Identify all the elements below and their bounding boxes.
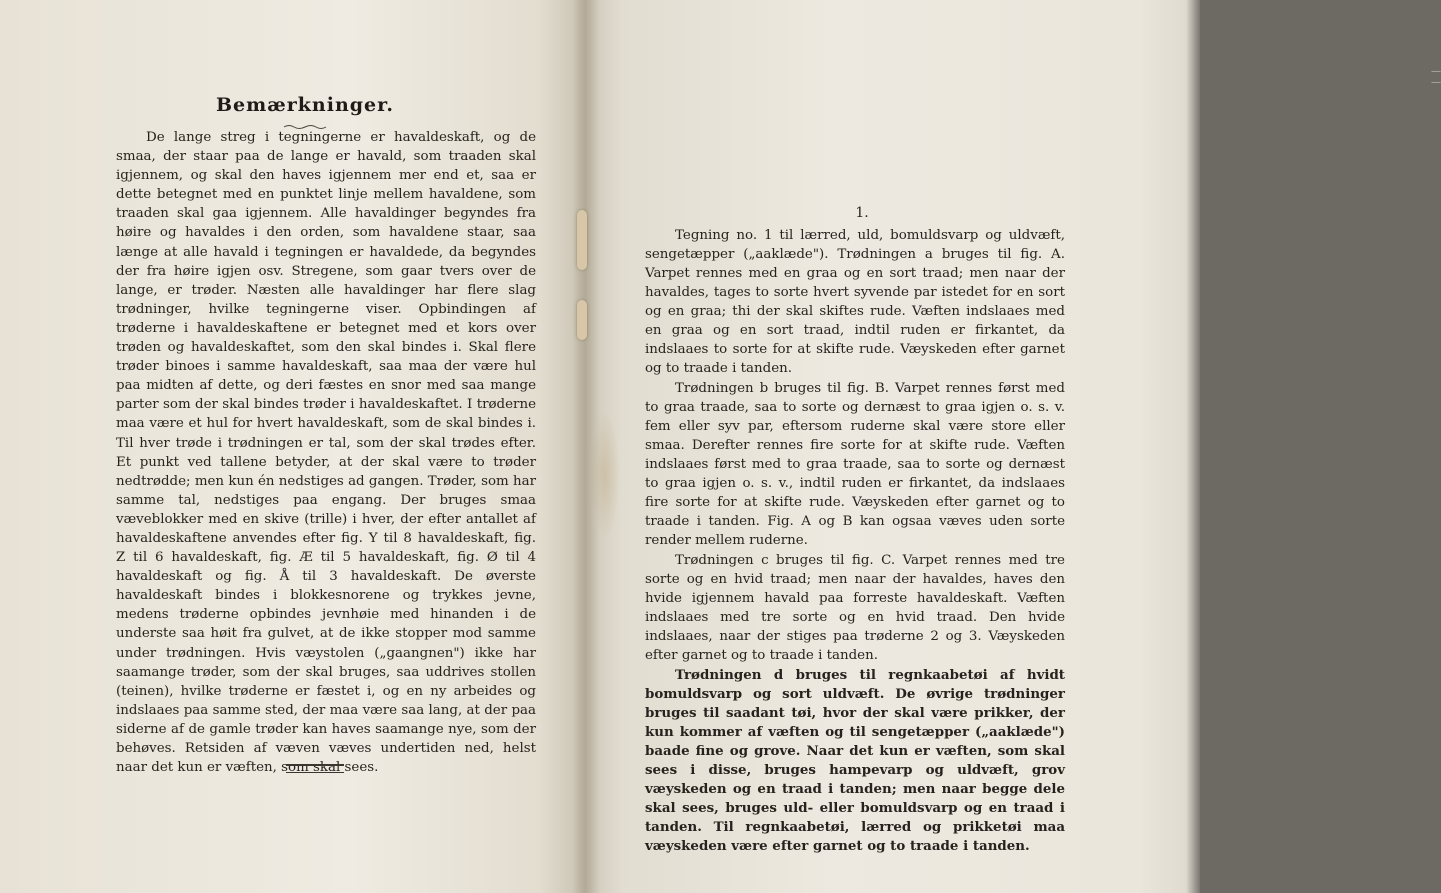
paragraph-treadling-b: Trødningen b bruges til fig. B. Varpet rennes først med to graa traade, saa to sorte og dernæst to graa igjen o. s. v. fem eller syv par, eftersom ruderne skal være store eller smaa. Derefter rennes fire sorte for at skifte rude. Væften indslaaes først med to graa traade, saa to sorte og dernæst to graa igjen o. s. v., indtil ruden er firkantet, da indslaaes fire sorte for at skifte rude. Væyskeden efter garnet og to traade i tanden. Fig. A og B kan ogsaa væves uden sorte render mellem ruderne. [645, 381, 1065, 548]
paragraph-treadling-c: Trødningen c bruges til fig. C. Varpet rennes med tre sorte og en hvid traad; men naar der havaldes, haves den hvide igjennem havald paa forreste havaldeskaft. Væften indslaaes med tre sorte og en hvid traad. Den hvide indslaaes, naar der stiges paa trøderne 2 og 3. Væyskeden efter garnet og to traade i tanden. [645, 553, 1065, 663]
paragraph-remarks: De lange streg i tegningerne er havaldeskaft, og de smaa, der staar paa de lange er havald, som traaden skal igjennem, og skal den haves igjennem mer end et, saa er dette betegnet med en punktet linje mellem havaldene, som traaden skal gaa igjennem. Alle havaldinger begyndes fra høire og havaldes i den orden, som havaldene staar, saa længe at alle havald i tegningen er havaldede, da begyndes der fra høire igjen osv. Stregene, som gaar tvers over de lange, er trøder. Næsten alle havaldinger har flere slag trødninger, hvilke tegningerne viser. Opbindingen af trøderne i havaldeskaftene er betegnet med et kors over trøden og havaldeskaftet, som den skal bindes i. Skal flere trøder binoes i samme havaldeskaft, saa maa der være hul paa midten af dette, og deri fæstes en snor med saa mange parter som der skal bindes trøder i havaldeskaftet. I trøderne maa være et hul for hvert havaldeskaft, som de skal bindes i. Til hver trøde i trødningen er tal, som der skal trødes efter. Et punkt ved tallene betyder, at der skal være to trøder nedtrødde; men kun én nedstiges ad gangen. Trøder, som har samme tal, nedstiges paa engang. Der bruges smaa væveblokker med en skive (trille) i hver, der efter antallet af havaldeskaftene anvendes efter fig. Y til 8 havaldeskaft, fig. Z til 6 havaldeskaft, fig. Æ til 5 havaldeskaft, fig. Ø til 4 havaldeskaft og fig. Å til 3 havaldeskaft. De øverste havaldeskaft bindes i blokkesnorene og trykkes jevne, medens trøderne opbindes jevnhøie med hinanden i de underste saa høit fra gulvet, at de ikke stopper mod samme under trødningen. Hvis væystolen („gaangnen") ikke har saamange trøder, som der skal bruges, saa uddrives stollen (teinen), hvilke trøderne er fæstet i, og en ny arbeides og indslaaes paa samme sted, der maa være saa lang, at der paa siderne af de gamle trøder kan haves saamange nye, som der behøves. Retsiden af væven væves undertiden ned, helst naar det kun er væften, som skal sees. [116, 130, 536, 776]
bleed-through-mark: — — [1431, 66, 1441, 88]
section-number: 1. [855, 205, 869, 221]
right-page [586, 0, 1441, 893]
right-page-body [645, 226, 1065, 857]
end-rule-divider [286, 764, 344, 773]
paper-stain [590, 410, 620, 540]
paragraph-treadling-d: Trødningen d bruges til regnkaabetøi af hvidt bomuldsvarp og sort uldvæft. De øvrige trødninger bruges til saadant tøi, hvor der skal være prikker, der kun kommer af væften og til sengetæpper („aaklæde") baade fine og grove. Naar det kun er væften, som skal sees i disse, bruges hampevarp og uldvæft, grov væyskeden og en traad i tanden; men naar begge dele skal sees, bruges uld- eller bomuldsvarp og en traad i tanden. Til regnkaabetøi, lærred og prikketøi maa væyskeden være efter garnet og to traade i tanden. [645, 667, 1065, 854]
left-page [0, 0, 586, 893]
left-page-body [116, 128, 536, 777]
binding-stitch-middle [577, 300, 587, 340]
binding-stitch-top [577, 210, 587, 270]
paragraph-drawing-1: Tegning no. 1 til lærred, uld, bomuldsvarp og uldvæft, sengetæpper („aaklæde"). Trødningen a bruges til fig. A. Varpet rennes med en graa og en sort traad; men naar der havaldes, tages to sorte hvert syvende par istedet for en sort og en graa; thi der skal skiftes rude. Væften indslaaes med en graa og en sort traad, indtil ruden er firkantet, da indslaaes to sorte for at skifte rude. Væyskeden efter garnet og to traade i tanden. [645, 228, 1065, 376]
page-title: Bemærkninger. [215, 94, 395, 116]
